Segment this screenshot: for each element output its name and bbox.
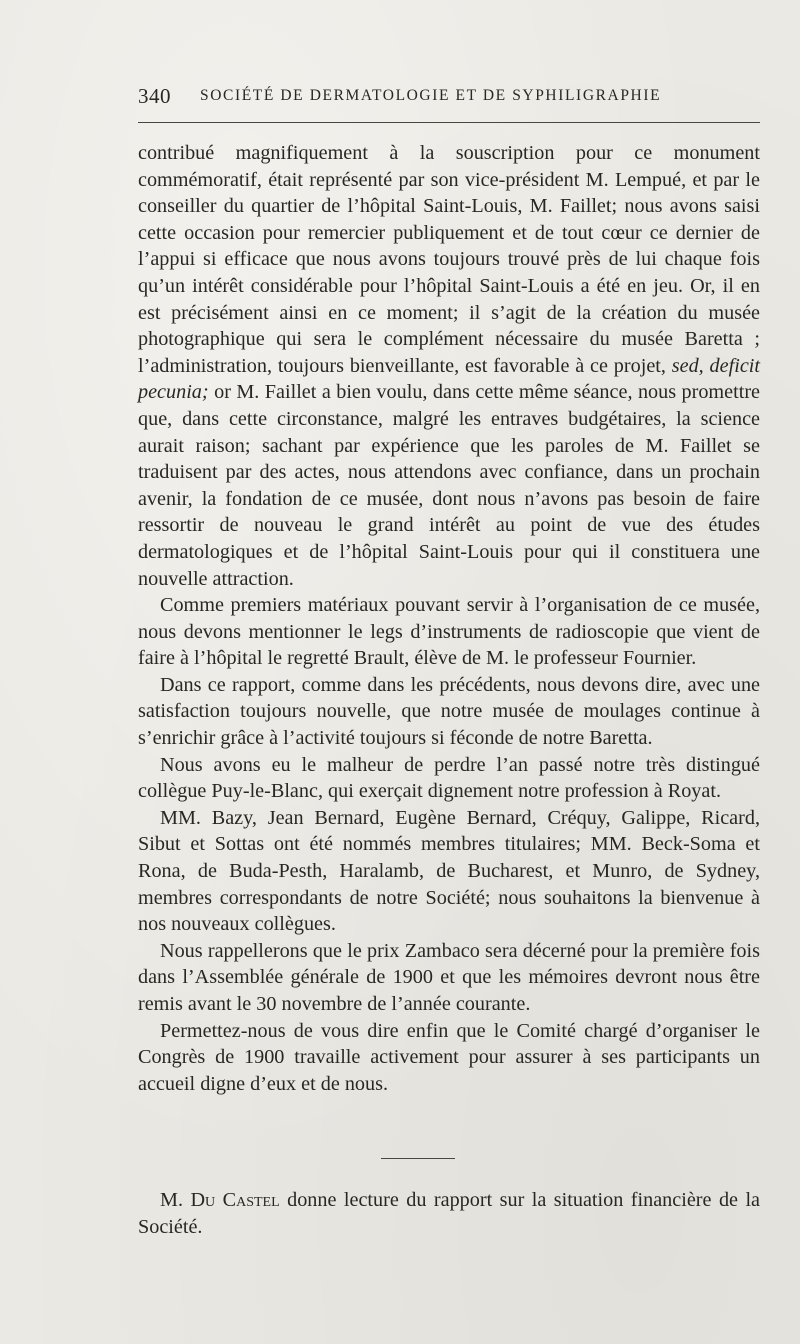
closing-prefix: M.	[160, 1189, 183, 1211]
running-title: SOCIÉTÉ DE DERMATOLOGIE ET DE SYPHILIGRAPHIE	[200, 87, 662, 104]
section-divider	[381, 1158, 455, 1159]
paragraph-4: Nous avons eu le malheur de perdre l’an passé notre très distingué collègue Puy-le-Blanc, qui exerçait dignement notre profession à Royat.	[138, 753, 760, 803]
paragraph-1-text: contribué magnifiquement à la souscription pour ce monument commémoratif, était représenté par son vice-président M. Lempué, et par le conseiller du quartier de l’hôpital Saint-Louis, M. Faillet; nous avons saisi cette occasion pour remercier publiquement et de tout cœur ce dernier de l’appui si efficace que nous avons toujours trouvé près de lui chaque fois qu’un intérêt considérable pour l’hôpital Saint-Louis a été en jeu. Or, il en est précisément ainsi en ce moment; il s’agit de la création du musée photographique qui sera le complément nécessaire du musée Baretta ; l’administration, toujours bienveillante, est favorable à ce projet,	[138, 142, 760, 377]
page-header	[138, 84, 762, 114]
closing-text: donne lecture du rapport sur la situation financière de la Société.	[138, 1189, 761, 1238]
paragraph-1	[138, 140, 760, 592]
closing-paragraph	[138, 1187, 760, 1240]
paragraph-1-end: or M. Faillet a bien voulu, dans cette même séance, nous promettre que, dans cette circonstance, malgré les entraves budgétaires, la science aurait raison; sachant par expérience que les paroles de M. Faillet se traduisent par des actes, nous attendons avec confiance, dans un prochain avenir, la fondation de ce musée, dont nous n’avons pas besoin de faire ressortir de nouveau le grand intérêt au point de vue des études dermatologiques et de l’hôpital Saint-Louis pour qui il constituera une nouvelle attraction.	[138, 381, 760, 590]
paragraph-6: Nous rappellerons que le prix Zambaco sera décerné pour la première fois dans l’Assemblée générale de 1900 et que les mémoires devront nous être remis avant le 30 novembre de l’année courante.	[138, 939, 760, 1015]
paragraph-7: Permettez-nous de vous dire enfin que le Comité chargé d’organiser le Congrès de 1900 travaille activement pour assurer à ses participants un accueil digne d’eux et de nous.	[138, 1019, 760, 1095]
page-number: 340	[138, 84, 171, 108]
closing-note	[138, 1187, 760, 1240]
paragraph-3: Dans ce rapport, comme dans les précédents, nous devons dire, avec une satisfaction toujours nouvelle, que notre musée de moulages continue à s’enrichir grâce à l’activité toujours si féconde de notre Baretta.	[138, 673, 760, 750]
header-rule	[138, 122, 760, 123]
paragraph-2: Comme premiers matériaux pouvant servir à l’organisation de ce musée, nous devons mentionner le legs d’instruments de radioscopie que vient de faire à l’hôpital le regretté Brault, élève de M. le professeur Fournier.	[138, 594, 760, 670]
main-text	[138, 140, 760, 1097]
latin-phrase: sed, deficit pecunia;	[138, 354, 760, 404]
paragraph-5: MM. Bazy, Jean Bernard, Eugène Bernard, Créquy, Galippe, Ricard, Sibut et Sottas ont été nommés membres titulaires; MM. Beck-Soma et Rona, de Buda-Pesth, Haralamb, de Bucharest, et Munro, de Sydney, membres correspondants de notre Société; nous souhaitons la bienvenue à nos nouveaux collègues.	[138, 806, 760, 936]
speaker-name: Du Castel	[190, 1189, 280, 1211]
